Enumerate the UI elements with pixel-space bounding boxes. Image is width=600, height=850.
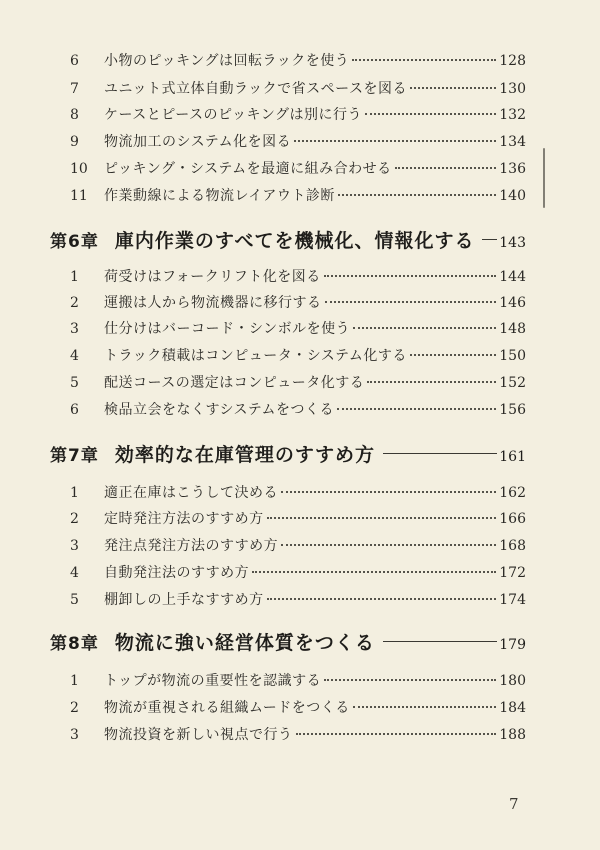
chapter-label: 第8章: [50, 634, 99, 654]
entry-page: 152: [499, 375, 526, 391]
dot-leader: [296, 733, 497, 735]
dot-leader: [395, 167, 497, 169]
entry-title: 作業動線による物流レイアウト診断: [104, 188, 335, 204]
entry-page: 180: [499, 673, 526, 689]
entry-title: 棚卸しの上手なすすめ方: [104, 592, 264, 608]
entry-title: 検品立会をなくすシステムをつくる: [104, 402, 335, 418]
chapter-rule: [383, 453, 497, 454]
dot-leader: [365, 113, 496, 115]
entry-number: 10: [70, 161, 88, 177]
entry-number: 2: [70, 700, 79, 716]
dot-leader: [281, 491, 496, 493]
toc-entry: [64, 131, 526, 155]
chapter-heading: [50, 628, 526, 660]
toc-entry: [64, 697, 526, 721]
dot-leader: [294, 140, 496, 142]
toc-entry: [64, 508, 526, 532]
entry-page: 172: [499, 565, 526, 581]
entry-page: 188: [499, 727, 526, 743]
entry-number: 8: [70, 107, 79, 123]
entry-title: 物流が重視される組織ムードをつくる: [104, 700, 350, 716]
entry-page: 162: [499, 485, 526, 501]
entry-page: 130: [499, 81, 526, 97]
dot-leader: [352, 59, 496, 61]
dot-leader: [281, 544, 496, 546]
toc-entry: [64, 372, 526, 396]
entry-page: 146: [499, 295, 526, 311]
toc-entry: [64, 185, 526, 209]
entry-page: 136: [499, 161, 526, 177]
entry-title: 物流投資を新しい視点で行う: [104, 727, 293, 743]
dot-leader: [410, 354, 496, 356]
page-number: 7: [509, 795, 519, 813]
entry-number: 11: [70, 188, 88, 204]
entry-page: 144: [499, 269, 526, 285]
dot-leader: [338, 194, 496, 196]
toc-entry: [64, 266, 526, 290]
entry-number: 2: [70, 511, 79, 527]
toc-entry: [64, 724, 526, 748]
entry-title: 小物のピッキングは回転ラックを使う: [104, 53, 350, 69]
entry-title: ユニット式立体自動ラックで省スペースを図る: [104, 81, 407, 97]
entry-title: トラック積載はコンピュータ・システム化する: [104, 348, 407, 364]
chapter-title: 物流に強い経営体質をつくる: [114, 632, 375, 654]
dot-leader: [267, 517, 497, 519]
dot-leader: [325, 301, 497, 303]
toc-entry: [64, 399, 526, 423]
entry-number: 3: [70, 727, 79, 743]
chapter-rule: [482, 239, 497, 240]
entry-title: 仕分けはバーコード・シンボルを使う: [104, 321, 351, 337]
toc-entry: [64, 345, 526, 369]
entry-title: 運搬は人から物流機器に移行する: [104, 295, 322, 311]
dot-leader: [337, 408, 496, 410]
entry-page: 134: [499, 134, 526, 150]
entry-title: 配送コースの選定はコンピュータ化する: [104, 375, 365, 391]
entry-number: 5: [70, 375, 79, 391]
entry-number: 1: [70, 673, 79, 689]
entry-title: 物流加工のシステム化を図る: [104, 134, 292, 150]
entry-page: 148: [499, 321, 526, 337]
entry-title: 自動発注法のすすめ方: [104, 565, 250, 581]
toc-entry: [64, 158, 526, 182]
entry-title: 荷受けはフォークリフト化を図る: [104, 269, 321, 285]
entry-title: トップが物流の重要性を認識する: [104, 673, 322, 689]
entry-title: ピッキング・システムを最適に組み合わせる: [104, 161, 392, 177]
dot-leader: [324, 679, 496, 681]
entry-number: 5: [70, 592, 79, 608]
entry-number: 4: [70, 348, 79, 364]
entry-number: 9: [70, 134, 79, 150]
toc-entry: [64, 318, 526, 342]
chapter-page: 143: [499, 235, 526, 251]
chapter-page: 161: [499, 449, 526, 465]
chapter-title: 庫内作業のすべてを機械化、情報化する: [114, 230, 475, 252]
chapter-heading: [50, 226, 526, 258]
entry-title: 定時発注方法のすすめ方: [104, 511, 264, 527]
toc-entry: [64, 482, 526, 506]
entry-page: 128: [499, 53, 526, 69]
entry-number: 7: [70, 81, 79, 97]
entry-page: 150: [499, 348, 526, 364]
entry-title: 適正在庫はこうして決める: [104, 485, 278, 501]
entry-page: 174: [499, 592, 526, 608]
dot-leader: [353, 706, 496, 708]
toc-entry: [64, 292, 526, 316]
entry-page: 166: [499, 511, 526, 527]
toc-entry: [64, 535, 526, 559]
dot-leader: [324, 275, 496, 277]
dot-leader: [410, 87, 496, 89]
entry-title: ケースとピースのピッキングは別に行う: [104, 107, 363, 123]
toc-entry: [64, 104, 526, 128]
entry-number: 3: [70, 538, 79, 554]
toc-entry: [64, 670, 526, 694]
chapter-rule: [383, 641, 497, 642]
entry-number: 1: [70, 485, 79, 501]
dot-leader: [267, 598, 497, 600]
chapter-label: 第6章: [50, 232, 99, 252]
chapter-label: 第7章: [50, 446, 99, 466]
toc-entry: [64, 562, 526, 586]
dot-leader: [252, 571, 496, 573]
chapter-page: 179: [499, 637, 526, 653]
entry-number: 6: [70, 53, 79, 69]
chapter-heading: [50, 440, 526, 472]
entry-number: 2: [70, 295, 79, 311]
toc-entry: [64, 50, 526, 74]
entry-page: 168: [499, 538, 526, 554]
entry-number: 4: [70, 565, 79, 581]
entry-number: 3: [70, 321, 79, 337]
toc-entry: [64, 78, 526, 102]
entry-number: 1: [70, 269, 79, 285]
toc-entry: [64, 589, 526, 613]
entry-title: 発注点発注方法のすすめ方: [104, 538, 279, 554]
entry-page: 140: [499, 188, 526, 204]
chapter-title: 効率的な在庫管理のすすめ方: [114, 444, 376, 466]
entry-page: 156: [499, 402, 526, 418]
entry-number: 6: [70, 402, 79, 418]
dot-leader: [367, 381, 496, 383]
entry-page: 184: [499, 700, 526, 716]
dot-leader: [353, 327, 496, 329]
entry-page: 132: [499, 107, 526, 123]
pencil-mark: [543, 148, 545, 208]
